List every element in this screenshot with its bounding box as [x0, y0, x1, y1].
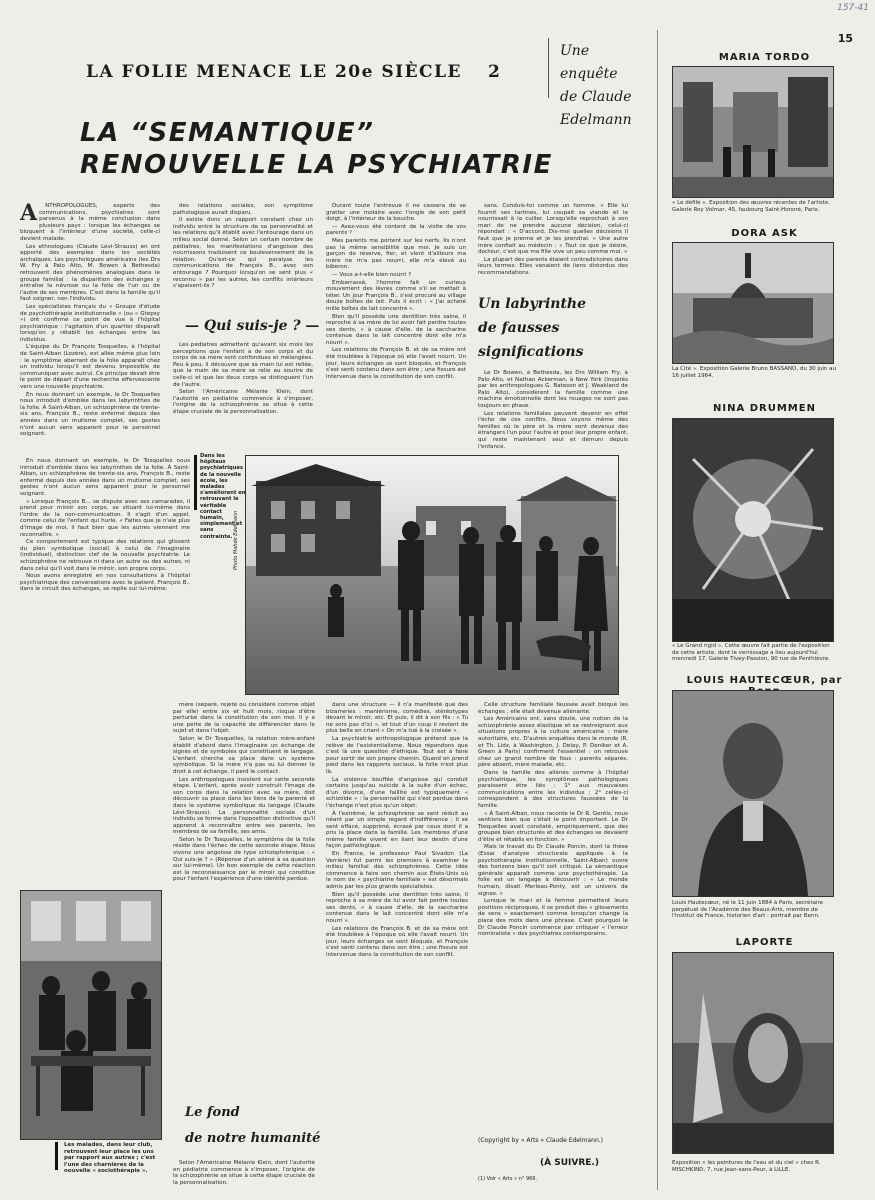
byline: Une enquête de Claude Edelmann — [560, 43, 632, 128]
courtyard-photo-illustration — [246, 456, 618, 694]
byline-divider — [548, 38, 549, 98]
street-scene-painting — [673, 67, 833, 197]
caption-bar — [194, 455, 197, 510]
painting-tordo — [672, 66, 834, 198]
series-kicker — [86, 62, 501, 82]
headline-line-1: LA “SEMANTIQUE” — [80, 118, 375, 148]
abstract-painting — [673, 419, 833, 641]
subhead-labyrinthe-2: de fausses — [478, 320, 560, 336]
club-photo-illustration — [21, 891, 161, 1139]
headline-line-2: RENOUVELLE LA PSYCHIATRIE — [80, 150, 553, 180]
art-column-divider — [657, 30, 658, 1190]
kicker-number: 2 — [487, 62, 502, 82]
photo-caption-box: Dans les hôpitaux psychiatriques de la nouvelle école, les malades s'améliorent en retrouvant le véritable contact humain, simplement et sans contrainte. — [200, 453, 246, 540]
bottom-left-photo-caption: Les malades, dans leur club, retrouvent leur place les uns par rapport aux autres ; c'est l'une des charnières de la nouvelle « sociothérapie ». — [64, 1142, 156, 1174]
caption-tordo: « Le défilé ». Exposition des œuvres récentes de l'artiste. Galerie Roy Volmar, 45, faubourg Saint-Honoré, Paris. — [672, 200, 831, 213]
painting-laporte — [672, 952, 834, 1154]
to-be-continued: (À SUIVRE.) — [540, 1158, 599, 1168]
kicker-text: LA FOLIE MENACE LE 20e SIÈCLE — [86, 62, 462, 82]
subhead-labyrinthe-1: Un labyrinthe — [478, 296, 587, 312]
article-column-2-top: des relations sociales, son symptôme pathologique aurait disparu. Il existe donc un rapport constant chez un individu entre la structure de sa personnalité et les relations qu'il établit avec l'entourage dans un milieu social donné. Selon un certain nombre de pédiatres, les manifestations d'angoisse des nourrissons traduisent ce bouleversement de la relation. Qu'est-ce qui paralyse les communications de François B., avec son entourage ? Pourquoi lorsqu'on se sent plus « reconnu » par les autres, les conflits intérieurs s'apaisent-ils ? — [173, 203, 313, 290]
city-painting — [673, 243, 833, 363]
portrait-hautecoeur — [672, 690, 834, 897]
article-column-4-mid: Le Dr Bowen, à Bethesda, les Drs William Fry, à Palo Alto, et Nathan Ackerman, à New York (inspirés par les anthropologues G. Bateson et J. Weakland de Palo Alto), considèrent la famille comme une machine émotionnelle dont les rouages ne sont pas toujours en phase. Les relations familiales peuvent devenir en effet l'écho de ces conflits. Nous voyons même des familles où le père et la mère sont devenus des étrangers l'un pour l'autre et pour leur propre enfant, qui reste maintenant seul et démuni depuis l'enfance. — [478, 370, 628, 450]
still-life-painting — [673, 953, 833, 1153]
caption-drummen: « Le Grand rigid ». Cette œuvre fait partie de l'exposition de cette artiste, dont le vernissage a lieu aujourd'hui mercredi 17, Galerie Tivey-Passion, 90 rue de Penthièvre. — [672, 643, 831, 662]
article-column-2-mid: Les pédiatres admettent qu'avant six mois les perceptions que l'enfant a de son corps et du corps de sa mère sont confondues et mélangées. Peu à peu, il découvre que sa main lui est reliée, que la main de sa mère se relie au sourire de celle-ci et que les deux corps se distinguent l'un de l'autre. Selon l'Américaine Mélanie Klein, dont l'autorité en pédiatrie commence à s'imposer, l'origine de la schizophrénie se situe à cette étape cruciale de la personnalisation. — [173, 342, 313, 415]
subhead-qui-suis-je: — Qui suis-je ? — — [185, 318, 320, 334]
painting-ask — [672, 242, 834, 364]
article-column-3-top: Durant toute l'entrevue il ne cessera de se gratter une molaire avec l'ongle de son petit doigt, à l'intérieur de la bouche. — Avez-vous été content de la visite de vos parents ? Mes parents me portent sur les nerfs. Ils n'ont pas la même sensibilité que moi. Je suis un garçon de réserve, fier, et vient d'ailleurs ma mère ne m'a pas nourri, elle m'a élevé au biberon. — Vous a-t-elle bien nourri ? Embarrassé, l'homme fait un curieux mouvement des lèvres comme s'il se mettait à téter. Un jour François B., s'est procuré au village douze boîtes de lait. Puis il écrit : « J'ai acheté mille boîtes de lait concentré ». Bien qu'il possède une dentition très saine, il reproche à sa mère de lui avoir fait perdre toutes ses dents, « à cause d'elle, de la saccharine contenue dans le lait concentré dont elle m'a nourri ». Les relations de François B. et de sa mère ont été troublées à l'époque où elle l'avait nourri. Un jour, leurs échanges se sont bloqués, et François s'est senti contenu dans son être ; une fissure est intervenue dans la constitution de son conflit. — [326, 203, 466, 380]
main-photo-hospital-courtyard — [245, 455, 619, 695]
caption-laporte: Exposition « les peintures de l'eau et du ciel » chez R. MISCHKIND, 7, rue Jean-sans-Peur, à LILLE. — [672, 1160, 821, 1173]
article-column-1-middle: En nous donnant un exemple, le Dr Tosquelles nous introduit d'emblée dans les labyrinthes de la folie. À Saint-Alban, un schizophrène de trente-six ans, François B., reste enfermé depuis des années dans un mutisme complet, ses gestes n'ont aucun sens apparent pour le personnel soignant. « Lorsque François B... se dispute avec ses camarades, il prend pour miroir son corps, se situant lui-même dans l'ordre de la non-communication. Il s'agit d'un appel, comme celui de l'enfant qui hurle. « Faites que je n'aie plus d'image de moi, il faut bien que les autres viennent me reconnaître. » Ce comportement est typique des relations qui glissent du plan symbolique (social) à celui de l'imaginaire (individuel), distinction clef de la nouvelle psychiatrie. Le schizophrène ne retrouve ni dans un autre ou des autres, ni dans celui qu'il voit dans le miroir, son propre corps. Nous avons enregistré en nos consultations à l'hôpital psychiatrique des conversations avec le patient. François B., dans le circuit des échanges, se replie sur lui-même. — [20, 458, 190, 593]
subhead-notre-humanite: de notre humanité — [185, 1131, 321, 1146]
article-column-2-bottom: mère (séparé, rejeté ou considéré comme objet par elle) entre six et huit mois, risque d'être perturbé dans la constitution de son moi. Il y a une perte de la capacité de différencier dans le sujet et dans l'objet. Selon le Dr Tosquelles, la relation mère-enfant établit d'abord dans l'imaginaire un échange de signes et de symboles qui constituent le langage. L'enfant cherche sa place dans un système symbolique. Si la mère n'a pas su lui donner le droit à cet échange, il perd le contact. Les anthropologues insistent sur cette seconde étape. L'enfant, après avoir construit l'image de son corps dans la relation avec sa mère, doit découvrir sa place dans les liens de la parenté et dans le système symbolique du langage (Claude Lévi-Strauss). La personnalité sociale d'un individu se forme dans l'opposition distinctive qu'il apprend à reconnaître entre ses parents, les membres de sa famille, ses amis. Selon le Dr Tosquelles, le symptôme de la folie réside dans l'échec de cette seconde étape. Nous vivons une angoisse de type schizophrénique : « Qui suis-je ? » (Réponse d'un aliéné à sa question sur lui-même). Un bon exemple de cette réaction est la reconnaissance par le miroir qui constitue pour l'enfant l'expérience d'une identité perdue. — [173, 702, 315, 883]
artist-name-hautecoeur: LOUIS HAUTECŒUR, par — [686, 675, 843, 686]
article-column-4-bottom: Celle structure familiale faussée avait bloqué les échanges ; elle était devenue aliénante. Les Américains ont, sans doute, une notion de la schizophrénie assez élastique et se restreignent aux situations propres à la culture américaine : mère autoritaire, etc. D'autres enquêtes dans le monde (R. et Th. Lidz, à Washington, J. Delay, P. Deniker et A. Green à Paris) confirment l'essentiel : on retrouve chez un grand nombre de fous : parents séparés, père absent, mère malade, etc. Dans la famille des aliénés comme à l'hôpital psychiatrique, les symptômes pathologiques paraissent être liés : 1° aux mauvaises communications entre les individus ; 2° celles-ci correspondent à des structures faussées de la famille. « À Saint-Alban, nous raconte le Dr R. Gentis, nous sentions bien que c'était le point important. Le Dr Tosquelles avait constaté, empiriquement, que des groupes bien structurés et des échanges se devaient d'être et rétablis en fonction. » Mais le travail du Dr Claude Poncin, dont la thèse (Essai d'analyse structurale appliquée à la psychothérapie institutionnelle, Saint-Alban) ouvre des horizons bien qu'il soit critiqué. La sémantique générale apparaît comme une psychothérapie. La folie est un langage à découvrir : « Le monde humain, disait Merleau-Ponty, est un univers de signes. » Lorsque le mari et la femme permettent leurs positions réciproques, il se produit des « glissements de sens » exactement comme lorsqu'on change la place des mots dans une phrase. C'est pourquoi le Dr Claude Poncin commence par critiquer « l'erreur nominaliste » des psychiatres contemporains. — [478, 702, 628, 938]
main-photo-credit: Photo Mahde Edelmann — [233, 510, 239, 570]
artist-name-ask: DORA ASK — [731, 228, 798, 239]
artist-name-tordo: MARIA TORDO — [718, 52, 811, 63]
artist-name-drummen: NINA DRUMMEN — [713, 403, 816, 414]
portrait-painting — [673, 691, 833, 896]
artist-name-laporte: LAPORTE — [735, 937, 794, 948]
copyright-line: (Copyright by « Arts » Claude Edelmann.) — [478, 1137, 604, 1144]
subhead-labyrinthe-3: significations — [478, 344, 584, 360]
caption-ask: La Cité ». Exposition Galerie Bruno BASSANO, du 30 juin au 16 juillet 1964. — [672, 366, 836, 379]
page-number: 15 — [837, 32, 853, 45]
article-column-1-top: A NTHROPOLOGUES, experts des communications, psychiatres sont parvenus à la même conclusion dans plusieurs pays : lorsque les échanges se bloquent à l'intérieur d'une société, celle-ci devient malade. Les ethnologues (Claude Lévi-Strauss) en ont apporté des exemples dans les sociétés archaïques. Les psychologues américains (les Drs W. Fry à Palo Alto, M. Bowen à Bethesda) retrouvent des phénomènes analogues dans le groupe familial : la disparition des échanges y entraîne la névrose ou la folie de l'un ou de l'autre de ses membres. C'est dans la famille qu'il faut soigner, non l'individu. Les spécialistes français du « Groupe d'étude de psychothérapie institutionnelle » (ou « Gtepsy ») ont confirmé ce point de vue à l'hôpital psychiatrique : l'agitation d'un quartier disparaît lorsqu'on y rétablit les échanges entre les individus. L'équipe du Dr François Tosquelles, à l'hôpital de Saint-Alban (Lozère), est allée même plus loin : le symptôme aberrant de la folie apparaît chez un individu lorsqu'il est devenu impossible de communiquer avec autrui. Ce principe devait être le point de départ d'une recherche effervescente vers une nouvelle psychiatrie. En nous donnant un exemple, le Dr Tosquelles nous introduit d'emblée dans les labyrinthes de la folie. À Saint-Alban, un schizophrène de trente-six ans, François B., reste enfermé depuis des années dans un mutisme complet, ses gestes n'ont aucun sens apparent pour le personnel soignant. — [20, 203, 160, 438]
subhead-le-fond: Le fond — [185, 1105, 240, 1120]
archive-reference: 157-41 — [837, 3, 869, 13]
caption-bar-bottom — [55, 1142, 58, 1170]
article-column-4-top: sans. Conduis-toi comme un homme. » Elle lui fournit ses tartines, lui coupait sa viande et le nourrissait à la cuiller. Lorsqu'elle reprochait à son mari de ne prendre aucune décision, celui-ci répondait : « D'accord. Dis-moi quelles décisions il faut que je prenne et je les prendrai. » Une autre mère confiait au médecin : « Tout ce que je désire, docteur, c'est que ma fille vive un peu comme moi. » La plupart des parents étaient contradictoires dans leurs termes. Elles venaient de liens distordus des recommandations. — [478, 203, 628, 276]
drop-cap: A — [20, 203, 38, 226]
article-column-2-end: Selon l'Américaine Mélanie Klein, dont l'autorité en pédiatrie commence à s'imposer, l'origine de la schizophrénie se situe à cette étape cruciale de la personnalisation. — [173, 1160, 315, 1186]
bottom-left-photo-club — [20, 890, 162, 1140]
footnote: (1) Voir « Arts » n° 966. — [478, 1176, 538, 1182]
painting-drummen — [672, 418, 834, 642]
article-column-3-bottom: dans une structure — il n'a manifesté que des bizarreries : maniérisme, comédies, stéréotypes devant le miroir, etc. Et puis, il dit à son fils : « Tu ne sors pas d'ici », et tout d'un coup il revient de plus belle en criant « On m'a tué à la croisée ». La psychiatrie anthropologique prétend que la relève de l'existentialisme. Nous répondons que c'est là une question d'éthique. Tout est à faire pour sortir de son propre chemin. Quand on prend pied dans les rapports sociaux, la folie n'est plus là. La violence bouffée d'angoisse qui conduit certains jusqu'au suicide à la suite d'un échec, d'un divorce, d'une faillite est typiquement « schizoïde » : la personnalité qui s'est perdue dans l'échange n'est plus qu'un objet. À l'extrême, le schizophrène se sent réduit au néant par un simple regard d'indifférence ; il se sent effacé, supprimé, écrasé par ceux dont il a pris la place dans la famille. Les membres d'une même famille vivent en liant leur destin d'une façon pathologique. En France, le professeur Paul Sivadon (La Verrière) fut parmi les premiers à examiner le milieu familial des schizophrènes. Cette idée commence à faire son chemin aux États-Unis où le nom de « psychiatrie familiale » est désormais admis par les plus grands spécialistes. Bien qu'il possède une dentition très saine, il reproche à sa mère de lui avoir fait perdre toutes ses dents, « à cause d'elle, de la saccharine contenue dans le lait concentré dont elle m'a nourri ». Les relations de François B. et de sa mère ont été troublées à l'époque où elle l'avait nourri. Un jour, leurs échanges se sont bloqués, et François s'est senti contenu dans son être ; une fissure est intervenue dans la constitution de son conflit. — [326, 702, 468, 958]
caption-hautecoeur: Louis Hautecœur, né le 11 juin 1884 à Paris, secrétaire perpétuel de l'Académie des Beaux-Arts, membre de l'Institut de France, historien d'art : portrait par Benn. — [672, 900, 824, 919]
